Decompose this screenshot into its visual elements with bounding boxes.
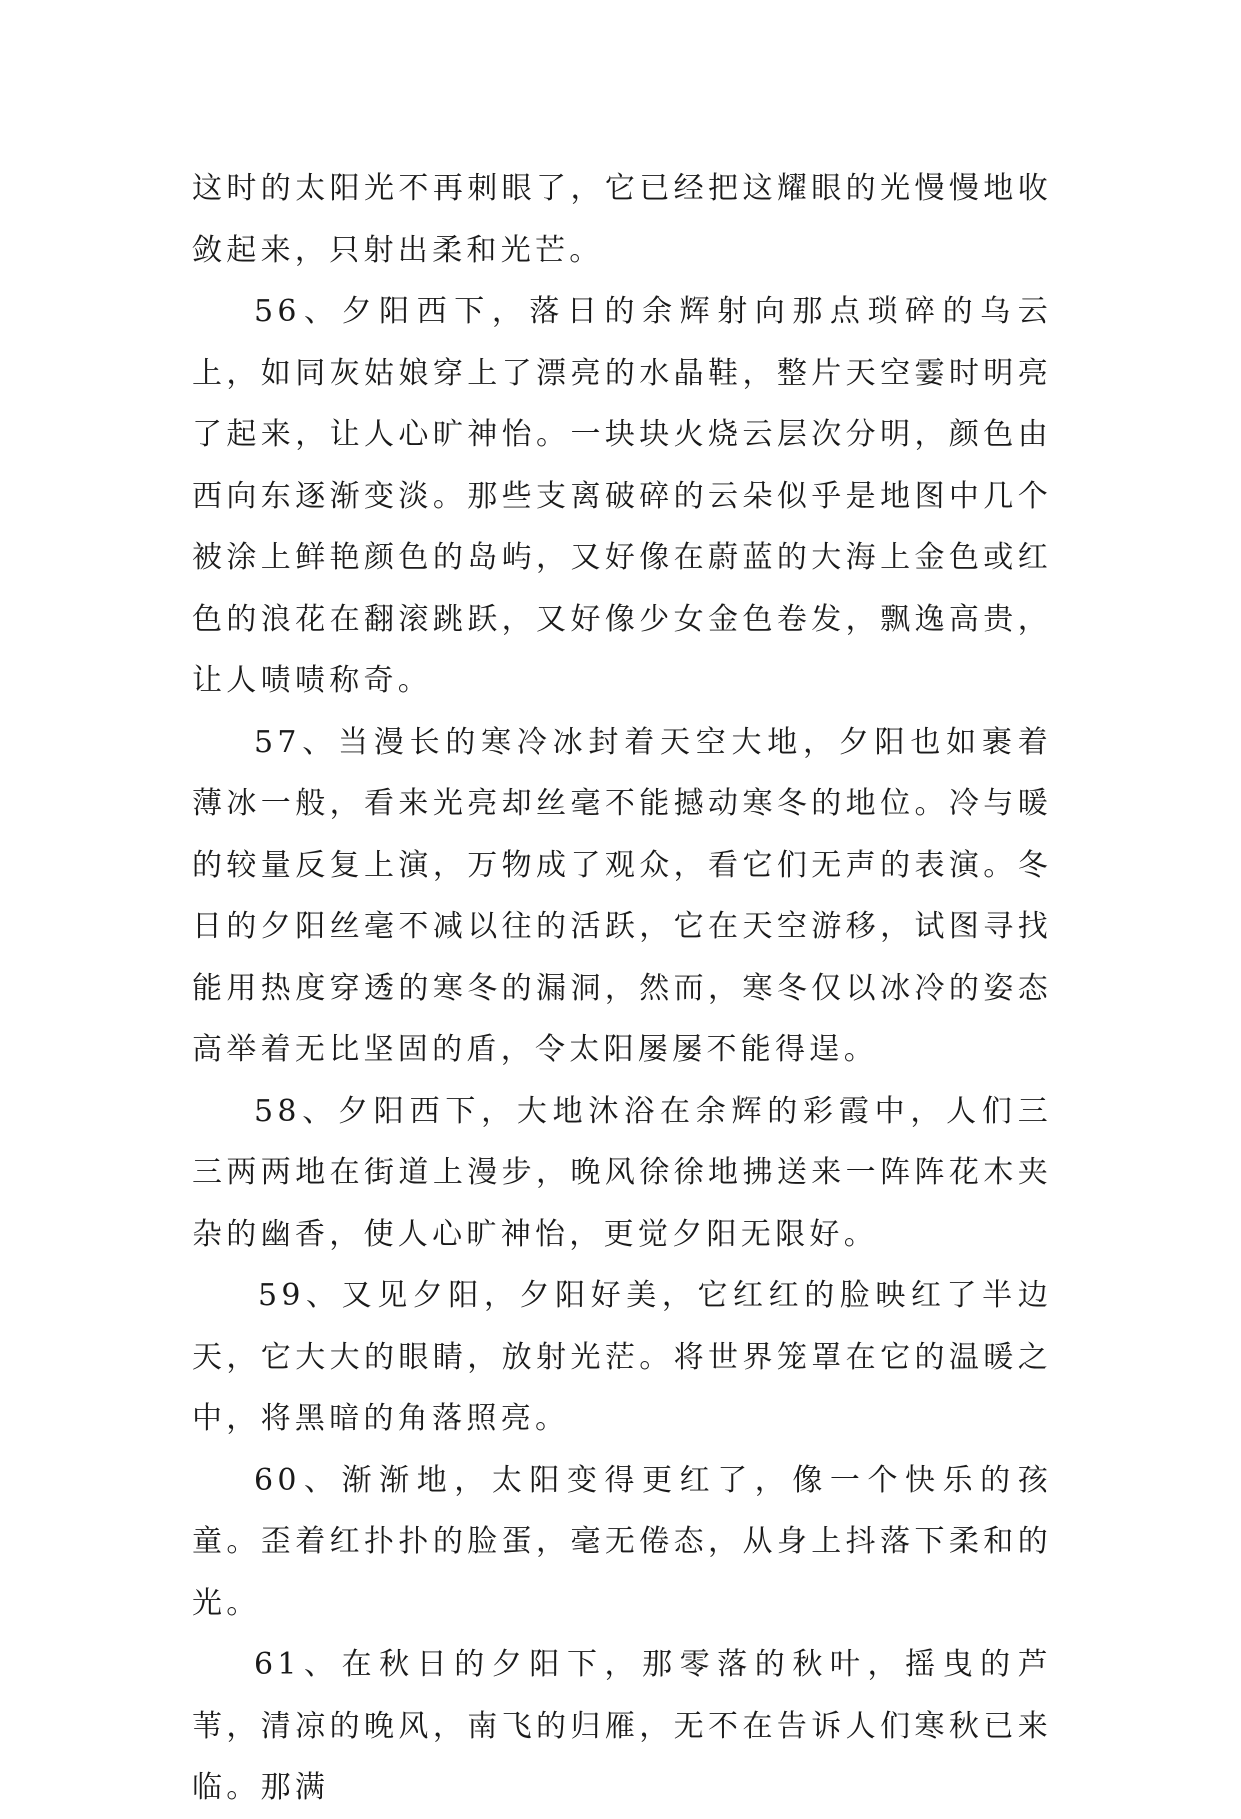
paragraph-59: 59、又见夕阳，夕阳好美，它红红的脸映红了半边天，它大大的眼睛，放射光茫。将世界笼罩在它的温暖之中，将黑暗的角落照亮。 <box>192 1278 1052 1436</box>
paragraph-continuation: 这时的太阳光不再刺眼了，它已经把这耀眼的光慢慢地收敛起来，只射出柔和光芒。 <box>192 171 1052 268</box>
paragraph-56: 56、夕阳西下，落日的余辉射向那点琐碎的乌云上，如同灰姑娘穿上了漂亮的水晶鞋，整片天空霎时明亮了起来，让人心旷神怡。一块块火烧云层次分明，颜色由西向东逐渐变淡。那些支离破碎的云朵似乎是地图中几个被涂上鲜艳颜色的岛屿，又好像在蔚蓝的大海上金色或红色的浪花在翻滚跳跃，又好像少女金色卷发，飘逸高贵，让人啧啧称奇。 <box>192 294 1052 698</box>
paragraph-57: 57、当漫长的寒冷冰封着天空大地，夕阳也如裹着薄冰一般，看来光亮却丝毫不能撼动寒冬的地位。冷与暖的较量反复上演，万物成了观众，看它们无声的表演。冬日的夕阳丝毫不减以往的活跃，它在天空游移，试图寻找能用热度穿透的寒冬的漏洞，然而，寒冬仅以冰冷的姿态高举着无比坚固的盾，令太阳屡屡不能得逞。 <box>192 724 1052 1067</box>
paragraph-60: 60、渐渐地，太阳变得更红了，像一个快乐的孩童。歪着红扑扑的脸蛋，毫无倦态，从身上抖落下柔和的光。 <box>192 1462 1052 1621</box>
paragraph-61: 61、在秋日的夕阳下，那零落的秋叶，摇曳的芦苇，清凉的晚风，南飞的归雁，无不在告诉人们寒秋已来临。那满 <box>192 1647 1052 1805</box>
paragraph-58: 58、夕阳西下，大地沐浴在余辉的彩霞中，人们三三两两地在街道上漫步，晚风徐徐地拂送来一阵阵花木夹杂的幽香，使人心旷神怡，更觉夕阳无限好。 <box>192 1093 1052 1252</box>
document-body <box>192 158 1052 1819</box>
